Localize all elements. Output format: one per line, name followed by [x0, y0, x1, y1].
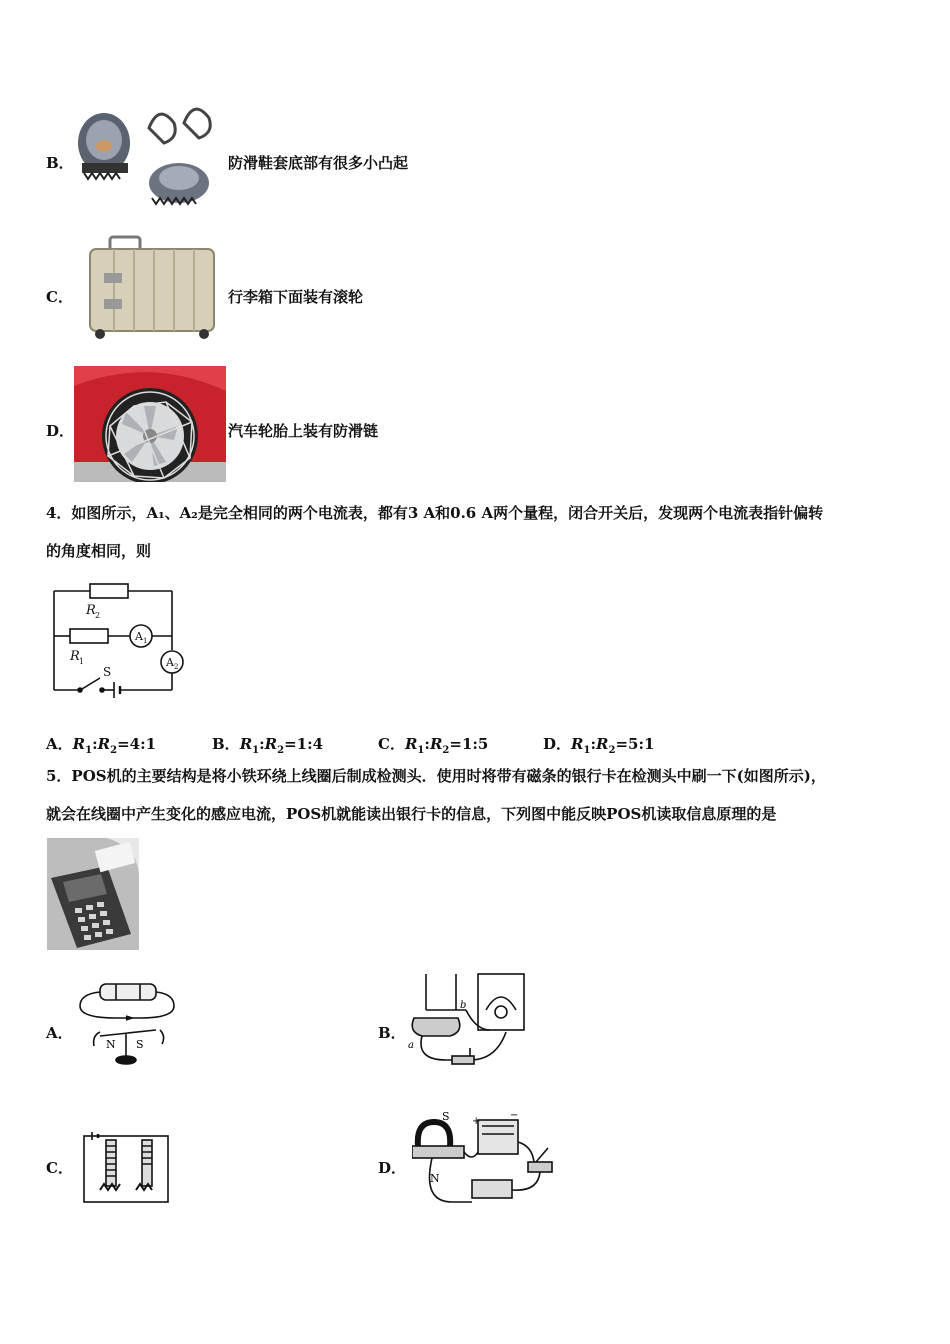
q5-option-d-diagram	[412, 1112, 554, 1212]
luggage-with-wheels-image	[84, 235, 218, 340]
shoe-cover-left	[78, 113, 130, 179]
label-a2: A	[166, 656, 174, 669]
resistor-r2	[90, 584, 128, 598]
label-a2-sub: 2	[174, 663, 179, 671]
q5-option-b-diagram	[406, 970, 530, 1070]
label-n: N	[106, 1038, 116, 1051]
q5-line2: 就会在线圈中产生变化的感应电流，POS机就能读出银行卡的信息，下列图中能反映POS机读取信息原理的是	[46, 805, 777, 823]
switch-s	[82, 678, 100, 689]
galvanometer	[478, 974, 524, 1030]
u-magnet	[412, 1018, 460, 1036]
q4-line2: 的角度相同，则	[46, 542, 152, 560]
q4-option-c[interactable]: C．$R_1:R_2=1:5$	[378, 735, 489, 756]
electromagnet-right	[142, 1140, 152, 1186]
label-a1-sub: 1	[143, 637, 148, 645]
option-b-letter: B．	[46, 154, 74, 172]
label-a1: A	[135, 630, 143, 643]
option-d-letter: D．	[46, 422, 75, 440]
q5-option-b-letter[interactable]: B．	[378, 1024, 406, 1042]
solenoid-coil	[100, 984, 156, 1000]
luggage-body	[90, 249, 214, 331]
wheel	[199, 329, 209, 339]
option-b-text: 防滑鞋套底部有很多小凸起	[228, 154, 409, 172]
label-minus: −	[510, 1112, 519, 1121]
resistor-r1	[70, 629, 108, 643]
battery-box	[478, 1120, 518, 1154]
q4-option-b[interactable]: B．$R_1:R_2=1:4$	[212, 735, 324, 756]
circuit-frame	[84, 1136, 168, 1202]
label-b: b	[460, 1000, 467, 1011]
electromagnet-left	[106, 1140, 116, 1186]
pos-machine-image	[47, 838, 139, 950]
label-s: S	[103, 665, 112, 679]
option-c-letter: C．	[46, 288, 73, 306]
label-plus: +	[472, 1116, 481, 1127]
rheostat	[472, 1180, 512, 1198]
switch	[452, 1056, 474, 1064]
switch	[528, 1162, 552, 1172]
q4-option-d[interactable]: D．$R_1:R_2=5:1$	[543, 735, 655, 756]
label-n: N	[430, 1172, 440, 1185]
wheel	[95, 329, 105, 339]
q4-stem	[46, 494, 906, 570]
option-c-text: 行李箱下面装有滚轮	[228, 288, 364, 306]
label-s: S	[136, 1038, 144, 1051]
q5-line1: 5．POS机的主要结构是将小铁环绕上线圈后制成检测头．使用时将带有磁条的银行卡在检测头中刷一下(如图所示)，	[46, 767, 826, 785]
q4-option-a[interactable]: A．$R_1:R_2=4:1$	[46, 735, 157, 756]
label-r2: R	[86, 603, 96, 618]
label-a: a	[408, 1040, 414, 1051]
q5-option-c-diagram	[80, 1130, 172, 1206]
q4-circuit-diagram	[48, 578, 198, 698]
q5-stem	[46, 757, 906, 833]
option-d-text: 汽车轮胎上装有防滑链	[228, 422, 379, 440]
q5-option-c-letter[interactable]: C．	[46, 1159, 73, 1177]
label-r1: R	[70, 649, 80, 664]
label-r2-sub: 2	[95, 611, 101, 620]
q5-option-a-letter[interactable]: A．	[46, 1024, 73, 1042]
tire-with-snow-chain-image	[74, 366, 226, 482]
u-magnet	[418, 1122, 450, 1146]
label-r1-sub: 1	[79, 657, 85, 666]
q5-option-a-diagram	[76, 976, 180, 1068]
q5-option-d-letter[interactable]: D．	[378, 1159, 407, 1177]
q4-line1: 4．如图所示，A₁、A₂是完全相同的两个电流表，都有3 A和0.6 A两个量程，闭合开关后，发现两个电流表指针偏转	[46, 504, 824, 522]
anti-slip-shoe-covers-image	[74, 98, 224, 213]
label-s: S	[442, 1112, 450, 1123]
